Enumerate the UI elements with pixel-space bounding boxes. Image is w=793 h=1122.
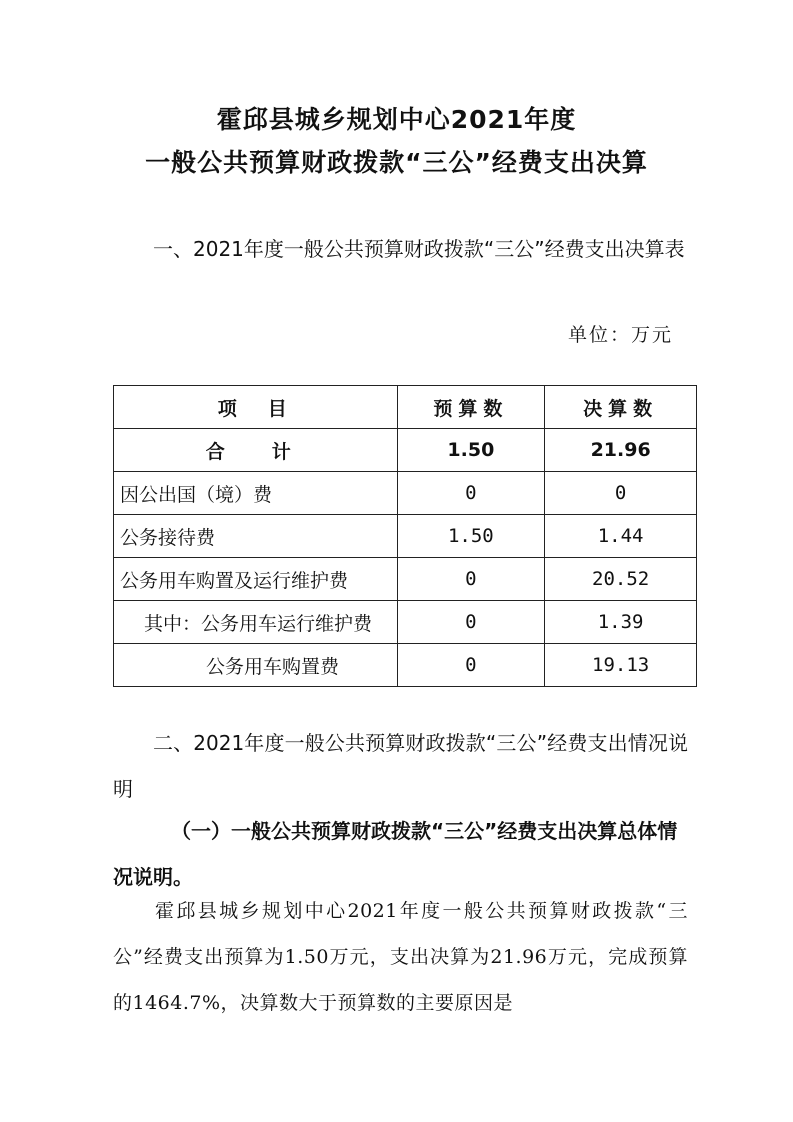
section2-heading: 二、2021年度一般公共预算财政拨款“三公”经费支出情况说明 [113,731,688,801]
table-header-row [114,386,697,429]
section2-subheading: （一）一般公共预算财政拨款“三公”经费支出决算总体情况说明。 [113,819,678,889]
row-budget: 1.50 [397,429,545,472]
row-label: 因公出国（境）费 [114,472,398,515]
unit-label: 单位：万元 [567,324,673,346]
row-actual: 0 [545,472,697,515]
row-actual: 21.96 [545,429,697,472]
body-paragraph: 霍邱县城乡规划中心2021年度一般公共预算财政拨款“三公”经费支出预算为1.50万元，支出决算为21.96万元，完成预算的1464.7%，决算数大于预算数的主要原因是 [113,900,688,1014]
row-budget: 0 [397,558,545,601]
row-actual: 1.39 [545,601,697,644]
row-actual: 19.13 [545,644,697,687]
row-label: 合 计 [114,429,398,472]
document-title-line1: 霍邱县城乡规划中心2021年度 [216,105,577,134]
header-budget: 预算数 [397,386,545,429]
section1-heading: 一、2021年度一般公共预算财政拨款“三公”经费支出决算表 [153,237,685,261]
table-row [114,472,697,515]
row-budget: 0 [397,644,545,687]
row-label: 其中：公务用车运行维护费 [114,601,398,644]
row-budget: 0 [397,472,545,515]
row-actual: 1.44 [545,515,697,558]
row-actual: 20.52 [545,558,697,601]
expense-table [113,385,697,687]
table-row [114,644,697,687]
row-label: 公务接待费 [114,515,398,558]
row-label: 公务用车购置及运行维护费 [114,558,398,601]
header-item: 项 目 [114,386,398,429]
row-budget: 1.50 [397,515,545,558]
table-row [114,601,697,644]
header-actual: 决算数 [545,386,697,429]
row-budget: 0 [397,601,545,644]
row-label: 公务用车购置费 [114,644,398,687]
table-row [114,558,697,601]
table-row [114,515,697,558]
document-title-line2: 一般公共预算财政拨款“三公”经费支出决算 [145,148,648,177]
table-row-total [114,429,697,472]
